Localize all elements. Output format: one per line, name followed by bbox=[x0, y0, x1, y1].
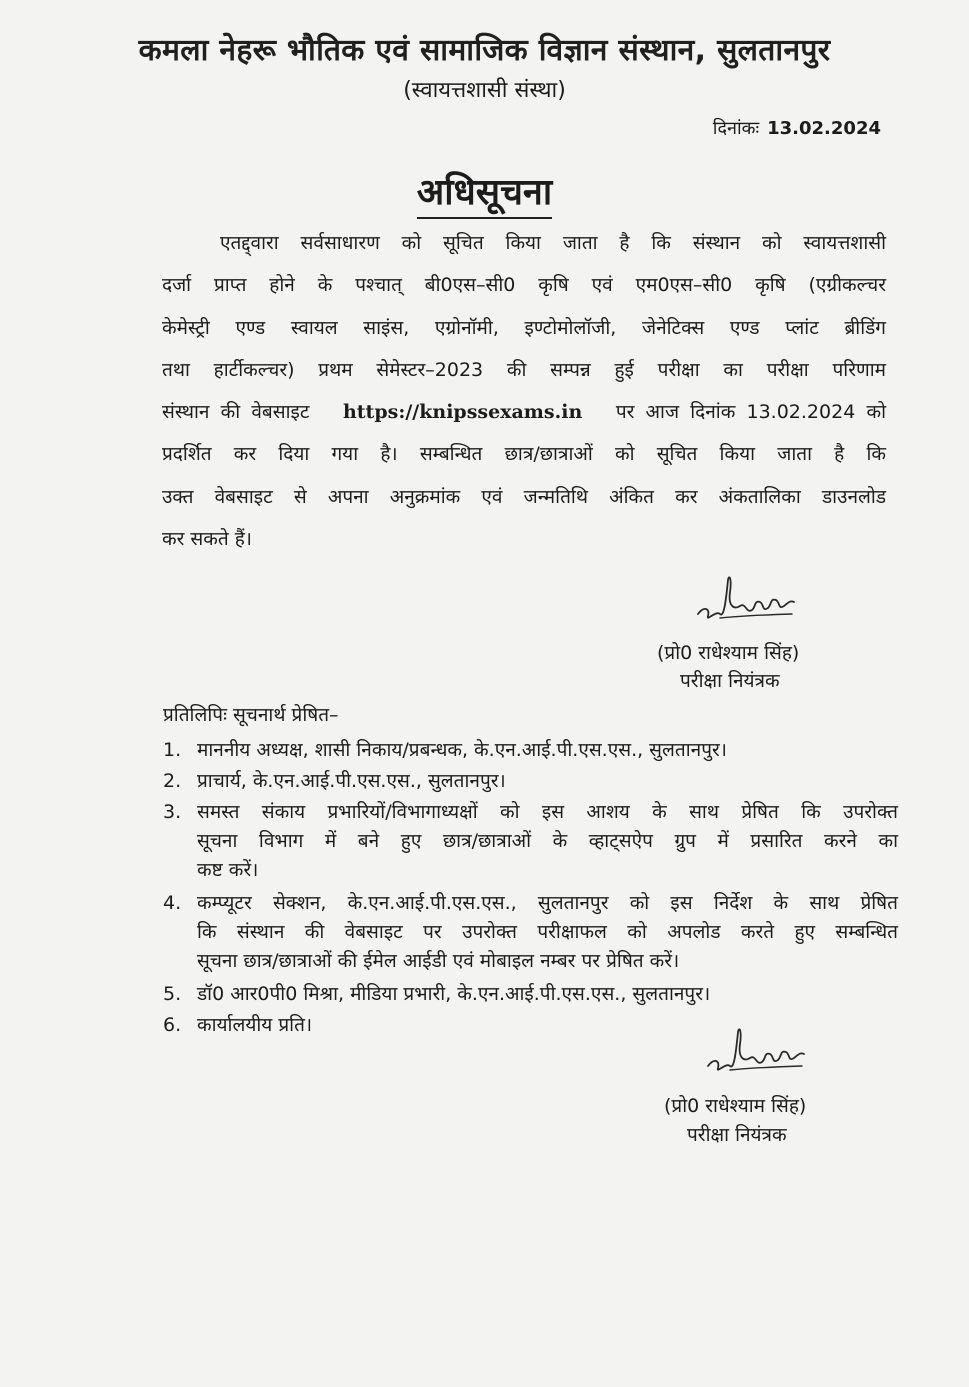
copy-to-heading: प्रतिलिपिः सूचनार्थ प्रेषित– bbox=[163, 704, 339, 726]
list-item-text: कम्प्यूटर सेक्शन, के.एन.आई.पी.एस.एस., सुलतानपुर को इस निर्देश के साथ प्रेषित bbox=[197, 892, 898, 914]
signatory-name: (प्रो0 राधेश्याम सिंह) bbox=[664, 1095, 807, 1117]
list-item-number: 5. bbox=[163, 983, 182, 1005]
list-item bbox=[163, 767, 898, 796]
list-item-number: 4. bbox=[163, 892, 182, 914]
notice-title bbox=[0, 166, 969, 215]
results-website-link[interactable]: https://knipssexams.in bbox=[342, 401, 583, 424]
list-item-text: कि संस्थान की वेबसाइट पर उपरोक्त परीक्षाफल को अपलोड करते हुए सम्बन्धित bbox=[197, 921, 898, 943]
date-line bbox=[713, 116, 881, 140]
list-item-text: माननीय अध्यक्ष, शासी निकाय/प्रबन्धक, के.एन.आई.पी.एस.एस., सुलतानपुर। bbox=[197, 739, 727, 761]
list-item-text: कष्ट करें। bbox=[197, 859, 259, 881]
notice-line-part: पर आज दिनांक 13.02.2024 को bbox=[615, 401, 886, 424]
notice-title-text: अधिसूचना bbox=[417, 172, 552, 219]
signature-scribble-icon bbox=[690, 570, 800, 630]
institute-subtitle: (स्वायत्तशासी संस्था) bbox=[403, 78, 566, 103]
list-item bbox=[163, 889, 898, 976]
notice-body bbox=[162, 222, 886, 560]
date-value: 13.02.2024 bbox=[767, 118, 881, 139]
signature-scribble-icon bbox=[700, 1022, 810, 1082]
list-item bbox=[163, 980, 898, 1009]
date-label: दिनांकः bbox=[712, 118, 760, 139]
notice-line: प्रदर्शित कर दिया गया है। सम्बन्धित छात्र/छात्राओं को सूचित किया जाता है कि bbox=[162, 443, 886, 466]
notice-line: तथा हार्टीकल्चर) प्रथम सेमेस्टर–2023 की सम्पन्न हुई परीक्षा का परीक्षा परिणाम bbox=[162, 358, 886, 381]
list-item bbox=[163, 798, 898, 885]
list-item-number: 1. bbox=[163, 739, 182, 761]
notice-line-with-url bbox=[162, 391, 886, 433]
list-item-number: 6. bbox=[163, 1014, 182, 1036]
copy-to-list bbox=[163, 736, 898, 1040]
notice-line-part: संस्थान की वेबसाइट bbox=[162, 401, 310, 424]
signatory-name: (प्रो0 राधेश्याम सिंह) bbox=[657, 642, 800, 664]
list-item-number: 3. bbox=[163, 801, 182, 823]
list-item-text: समस्त संकाय प्रभारियों/विभागाध्यक्षों को इस आशय के साथ प्रेषित कि उपरोक्त bbox=[197, 801, 898, 823]
list-item-text: सूचना विभाग में बने हुए छात्र/छात्राओं के व्हाट्सऐप ग्रुप में प्रसारित करने का bbox=[197, 830, 898, 852]
signatory-designation: परीक्षा नियंत्रक bbox=[687, 1124, 787, 1146]
list-item bbox=[163, 736, 898, 765]
notice-line: कर सकते हैं। bbox=[162, 528, 252, 551]
notice-line: एतद्द्वारा सर्वसाधारण को सूचित किया जाता है कि संस्थान को स्वायत्तशासी bbox=[220, 232, 886, 254]
institute-name: कमला नेहरू भौतिक एवं सामाजिक विज्ञान संस्थान, सुलतानपुर bbox=[138, 33, 831, 68]
notice-line: दर्जा प्राप्त होने के पश्चात् बी0एस–सी0 कृषि एवं एम0एस–सी0 कृषि (एग्रीकल्चर bbox=[162, 274, 886, 297]
notice-line: उक्त वेबसाइट से अपना अनुक्रमांक एवं जन्मतिथि अंकित कर अंकतालिका डाउनलोड bbox=[162, 485, 886, 508]
list-item-text: कार्यालयीय प्रति। bbox=[197, 1014, 313, 1036]
list-item-text: प्राचार्य, के.एन.आई.पी.एस.एस., सुलतानपुर। bbox=[197, 770, 506, 792]
list-item-number: 2. bbox=[163, 770, 182, 792]
list-item-text: डॉ0 आर0पी0 मिश्रा, मीडिया प्रभारी, के.एन.आई.पी.एस.एस., सुलतानपुर। bbox=[197, 983, 711, 1005]
signatory-designation: परीक्षा नियंत्रक bbox=[680, 670, 780, 692]
notice-line: केमेस्ट्री एण्ड स्वायल साइंस, एग्रोनॉमी, इण्टोमोलॉजी, जेनेटिक्स एण्ड प्लांट ब्रीडिंग bbox=[162, 316, 886, 339]
list-item-text: सूचना छात्र/छात्राओं की ईमेल आईडी एवं मोबाइल नम्बर पर प्रेषित करें। bbox=[197, 950, 680, 972]
